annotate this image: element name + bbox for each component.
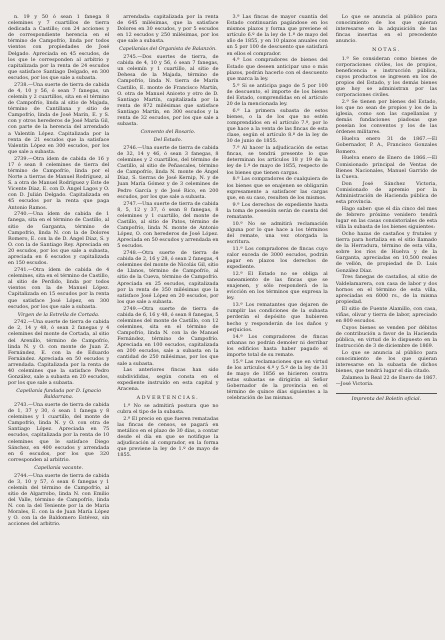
paragraph: 2741.—Otra ídem de cabida de 4 celemines, sita en el término de Castillo, al sitio de Perdido, linda por todos vientos con la de Manuel López. Capitalizada en 15 escudos por la renta que satisface José López, en 300 escudos, por los que sale a subasta.	[8, 267, 110, 310]
paragraph: El sitio de Fuente Alamillo, con casa, viñas, olivar y tierra de labor, apreciado en 800 escudos.	[335, 305, 437, 324]
paragraph: 2738.—Una suerte de tierra de cabida de 4, 10 y 56, ó sean 7 fanegas, un celemín y 2 cuartillos, sita en el término de Campofrío, linda al sitio de Majada, término de Cantillana y sitio de Campofrío, linda de José Marín, E. y S. con y otros herederos de José María Gil, con parte de la herencia del arrendado a Valentín López. Capitalizada por la renta de 21 escudos que la satisface Valentín López en 300 escudos, por los que sale a subasta.	[8, 81, 110, 155]
paragraph: 2749.—Otra suerte de tierra de cabida de 6, 16 y 48, ó sean 8 fanegas, 5 celemines del monte de Castillo, con 12 celemines, sita en el término de Campofrío, linda N. con la de Manuel Fernández, término de Campofrío. Apreciada en 100 escudos, capitalizada en 200 escudos, sale a subasta en la cantidad de 250 milésimas, por los que sale a subasta.	[117, 305, 219, 367]
paragraph: 12.ª El Estado no se obliga al saneamiento de las fincas que se enajenen, y sólo responderá de la evicción en los términos que expresa la ley.	[226, 271, 328, 302]
section-title: NOTAS.	[372, 47, 401, 54]
paragraph: Las anteriores fincas han sido subdivididas, según consta en el expediente instruído en esta capital y Aracena.	[117, 367, 219, 392]
paragraph: arrendada: capitalizada por la renta de 645 milésimas, que la satisface Dolores en 30 escudos, y por 5 escudos en 12 escudos y 250 milésimas, por los que sale a subasta.	[117, 14, 219, 45]
paragraph: Huelva enero de Enero de 1866.—El Comisionado principal de Ventas de Bienes Nacionales, Manuel Garrido de la Cueva.	[335, 155, 437, 180]
paragraph: 13.ª Los rematantes que dejaren de cumplir las condiciones de la subasta perderán el depósito que hubieren hecho y responderán de los daños y perjuicios.	[226, 302, 328, 333]
paragraph: 2743.—Una suerte de tierra de cabida de 1, 37 y 30, ó sean 1 fanega y 8 celemines y 1 cuartillo, del monte de Campofrío, linda N. y O. con otra de Santiago López. Apreciada en 75 escudos, capitalizada por la renta de 10 celemines que le satisface Diego Sánchez, en 400 escudos y arrendada en 6 escudos, por los que 320 corresponden al arbitrio.	[8, 402, 110, 463]
paragraph: 9.ª Los derechos de expediente hasta la toma de posesión serán de cuenta del rematante.	[226, 201, 328, 220]
paragraph: 10.ª No se admitirá reclamación alguna por lo que hace a los términos del remate, una vez otorgada la escritura.	[226, 220, 328, 245]
paragraph: 2748.—Otra suerte de tierra de cabida de 2, 16 y 28, ó sean 2 fanegas, 4 celemines del monte de Nicolás Gil, sitio de Llanos, término de Campofrío, al sitio de la Cueva, término de Campofrío. Apreciada en 25 escudos, capitalizada por la renta de 350 milésimas que la satisface José López en 20 escudos, por los que sale a subasta.	[117, 250, 219, 305]
paragraph: Cuyos bienes se venden por débitos de contribución a favor de la Hacienda pública, en virtud de lo dispuesto en la Instrucción de 3 de diciembre de 1869.	[335, 324, 437, 350]
paragraph: 3.ª Las fincas de mayor cuantía del Estado continuarán pagándose en los mismos plazos y forma que previene el artículo 6.º de la ley de 1.º de mayo del año de 1855, y en 10 plazos anuales con un 5 por 100 de descuento que satisfará en ellos el comprador.	[226, 14, 328, 57]
paragraph: 2746.—Una suerte de tierra de cabida de 32, 14 y 46, ó sean 3 fanegas, 8 celemines y 2 cuartillos, del término de Castillo, al sitio de Peñascales, término de Campofrío, linda N. monte de Ángel Díaz, S. tierras de José Kernip, N. y de Juan María Gómez y de 3 celemines de Pedro García y de José Rico, en 200 escudos, por los que sale a subasta.	[117, 144, 219, 200]
paragraph: 8.ª Los compradores de cualquiera de los bienes que se enajenen se obligarán expresamente a satisfacer las cargas que, en su caso, resulten de los mismos.	[226, 176, 328, 201]
section-heading: Capellanía fundada por D. Ignacio Baldarrana.	[16, 388, 102, 401]
text-columns	[8, 14, 437, 634]
paragraph: Huelva enero 31 de 1867.—El Gobernador, P. A., Francisco Gonzales Romero.	[335, 136, 437, 155]
section-heading: Capellanías del Organista de Balanzón.	[119, 46, 217, 53]
section-heading: Convento del Rosario.	[140, 129, 196, 136]
paragraph: 1.ª No se admitirá postura que no cubra el tipo de la subasta.	[117, 402, 219, 415]
paragraph: n. 19 y 50 ó sean 1 fanega 8 celemines y 7 cuartillos de tierra dedicada a Castillo; con 24 acciones y de correspondiente herencia en el término de Campofrío, linda por todos vientos con propiedades de José Delgado. Apreciada en 45 escudos, de los que le corresponden al arbitrio y capitalizada por la renta de 24 escudos que satisface Santiago Delgado, en 300 escudos, por los que sale a subasta.	[8, 14, 110, 81]
paragraph: 15.ª Las reclamaciones que en virtud de los artículos 4.º y 5.º de la ley de 31 de mayo de 1856 se hicieren contra estas subastas se dirigirán al Señor Gobernador de la provincia en el término de quince días siguientes a la celebración de las mismas.	[226, 358, 328, 402]
paragraph: Don José Sánchez Victoria, Comisionado de apremio por la Administración de Hacienda pública de esta provincia.	[335, 180, 437, 205]
paragraph: 2747.—Una suerte de tierra de cabida 8, 5, 12 y 37, ó sean 8 fanegas, 8 celemines y 1 cuartillo, del monte de Castillo, al sitio de Patos, término de Campofrío, linda N. monte de Antonio López, O. con herederos de José López. Apreciada en 50 escudos y arrendada en 5 escudos.	[117, 200, 219, 250]
paragraph: 2745.—Dos suertes de tierra, de cabida de 4, 10 y 56, ó sean 7 fanegas, un celemín y 1 cuartillo, al sitio de Dehesa de la Majada, término de Campofrío, linda N. tierra de Marín Castillo, E. monte de Francisco Martín, O. otra de Manuel Aniceto y otro de D. Santiago Martín, capitalizada por la renta de 872 milésimas que satisface Santiago Martín, en 300 escudos y la renta de 32 escudos, por los que sale a subasta.	[117, 54, 219, 128]
paragraph: 2.ª Se tienen por bienes del Estado, los que no sean de propios y los de la iglesia, como son las capellanías y demás fundaciones piadosas que poseían los conventos y los de las órdenes militares.	[335, 99, 437, 136]
column-1	[8, 14, 109, 634]
paragraph: 6.ª La primera subasta de estos bienes, o la de los que no estén comprendidos en el artículo 7.º, por lo que hace a la venta de las fincas de esta clase, según el artículo 8.º de la ley de 30 de junio de 1855.	[226, 107, 328, 145]
paragraph: 5.ª Si se anticipa pago de 5 por 100 de descuento, el importe de los bienes del Estado, comprendidas en el artículo 20 de la mencionada ley.	[226, 82, 328, 107]
paragraph: Ocho hazas de castaños y frutales y tierra para hortaliza en el sitio llamado de la Herradura, término de esta villa, sobre los ríos de Huelva y de la Garganta, apreciadas en 10,500 reales de vellón, de propiedad de D. Luis González Díaz.	[335, 230, 437, 274]
column-4	[336, 14, 437, 634]
paragraph: 2744.—Una suerte de tierra de cabida de 3, 10 y 57, ó sean 6 fanegas y 1 celemín del término de Campofrío, al sitio de Algarrobo, linda N. con Emilio del Valle, término de Campofrío, linda N. con la del Teniente por la de María Morales, E. con la de Juan María López y O. con la de Baldomero Estévez, sin acciones del arbitrio.	[8, 472, 110, 528]
section-title: ADVERTENCIAS.	[136, 394, 200, 401]
paragraph: Zalamea la Real 22 de Enero de 1867.—José Victoria.	[335, 375, 437, 388]
paragraph: 11.ª Los compradores de fincas cuyo valor exceda de 3000 escudos, podrán pagar en plazos los derechos de expediente.	[226, 245, 328, 271]
paragraph: 2739.—Otra ídem de cabida de 16 y 17 ó sean 8 celemines de tierra del término de Campofrío, linda por el Norte a tierras de Manuel Rodríguez, al S. a otra de Manuel Rodríguez y Este de Vicente Díaz, E. con D. Ángel Lagos y O. con D. Julián Delgado. Capitalizada en 45 escudos por la renta que paga Antonio Ramos.	[8, 155, 110, 211]
paragraph: 2742.—Una suerte de tierra de cabida de 2, 14 y 48, ó sean 2 fanegas y 4 celemines del monte de Cortada, al sitio del Arenillo, término de Campofrío, linda N. y O. con monte de Juan Z. Fernández, E. con la de Eduardo Fernández. Apreciada en 50 escudos y arrendada. Capitalizada por la renta de 40 celemines que la satisface Pedro González, sale a subasta en 20 escudos, por los que sale a subasta.	[8, 319, 110, 387]
column-2	[117, 14, 218, 634]
paragraph: 7.ª Al hacer la adjudicación de estas fincas, se tendrá presente lo que determinan los artículos 18 y 19 de la ley de 1.º de mayo de 1855, respecto de los bienes que tienen cargas.	[226, 145, 328, 176]
paragraph: 2740.—Una ídem de cabida de 1 fanega, sita en el término de Castillo, al sitio de Garganta, término de Campofrío, linda N. con la de Dolores Romero, E. con la de D. Ángel Díaz, S. y O. con la de Santiago Rey. Apreciada en 20 escudos, por los que sale a subasta, apreciada en 6 escudos y capitalizada en 150 escudos.	[8, 211, 110, 267]
section-heading: Virgen de la Estrella de Cortada.	[17, 311, 100, 318]
column-3	[227, 14, 328, 634]
paragraph: Lo que se anuncia al público para conocimiento de los que quieran interesarse en la subasta de dichos bienes, que tendrá lugar el día citado.	[335, 349, 437, 375]
paragraph: Lo que se anuncia al público para conocimiento de los que quieran interesarse en la adquisición de las fincas insertas en el precedente anuncio.	[335, 14, 437, 45]
section-heading: Capellanía vacante.	[34, 464, 84, 471]
paragraph: 14.ª Los compradores de fincas urbanas no podrán demoler ni derribar los edificios hasta haber pagado el importe total de su remate.	[226, 333, 328, 358]
printer-footer: Imprenta del Boletín oficial.	[336, 393, 437, 402]
section-heading: Del Estado.	[153, 137, 183, 144]
paragraph: 4.ª Los compradores de bienes del Estado que deseen anticipar uno o más plazos, podrán hacerlo con el descuento que marca la ley.	[226, 57, 328, 82]
paragraph: 1.ª Se consideran como bienes de corporaciones civiles, los de propios, beneficencia e instrucción pública, cuyos productos se ingresen en los de propios del Estado, y los demás bienes que hoy se administran por las corporaciones civiles.	[335, 55, 437, 99]
paragraph: Hago saber: que el día cinco del mes de febrero próximo venidero tendrá lugar en las casas consistoriales de esta villa la subasta de los bienes siguientes:	[335, 205, 437, 231]
paragraph: Tres fanegas de castaños, al sitio de Valdelamarera, con casa de labor y dos hornos en el término de esta villa, apreciadas en 6000 rs., de la misma propiedad.	[335, 274, 437, 305]
paragraph: 2.ª El precio en que fueren rematadas las fincas de censos, se pagará en metálico en el plazo de 30 días, a contar desde el día en que se notifique la adjudicación al comprador, en la forma que previene la ley de 1.º de mayo de 1855.	[117, 415, 219, 459]
